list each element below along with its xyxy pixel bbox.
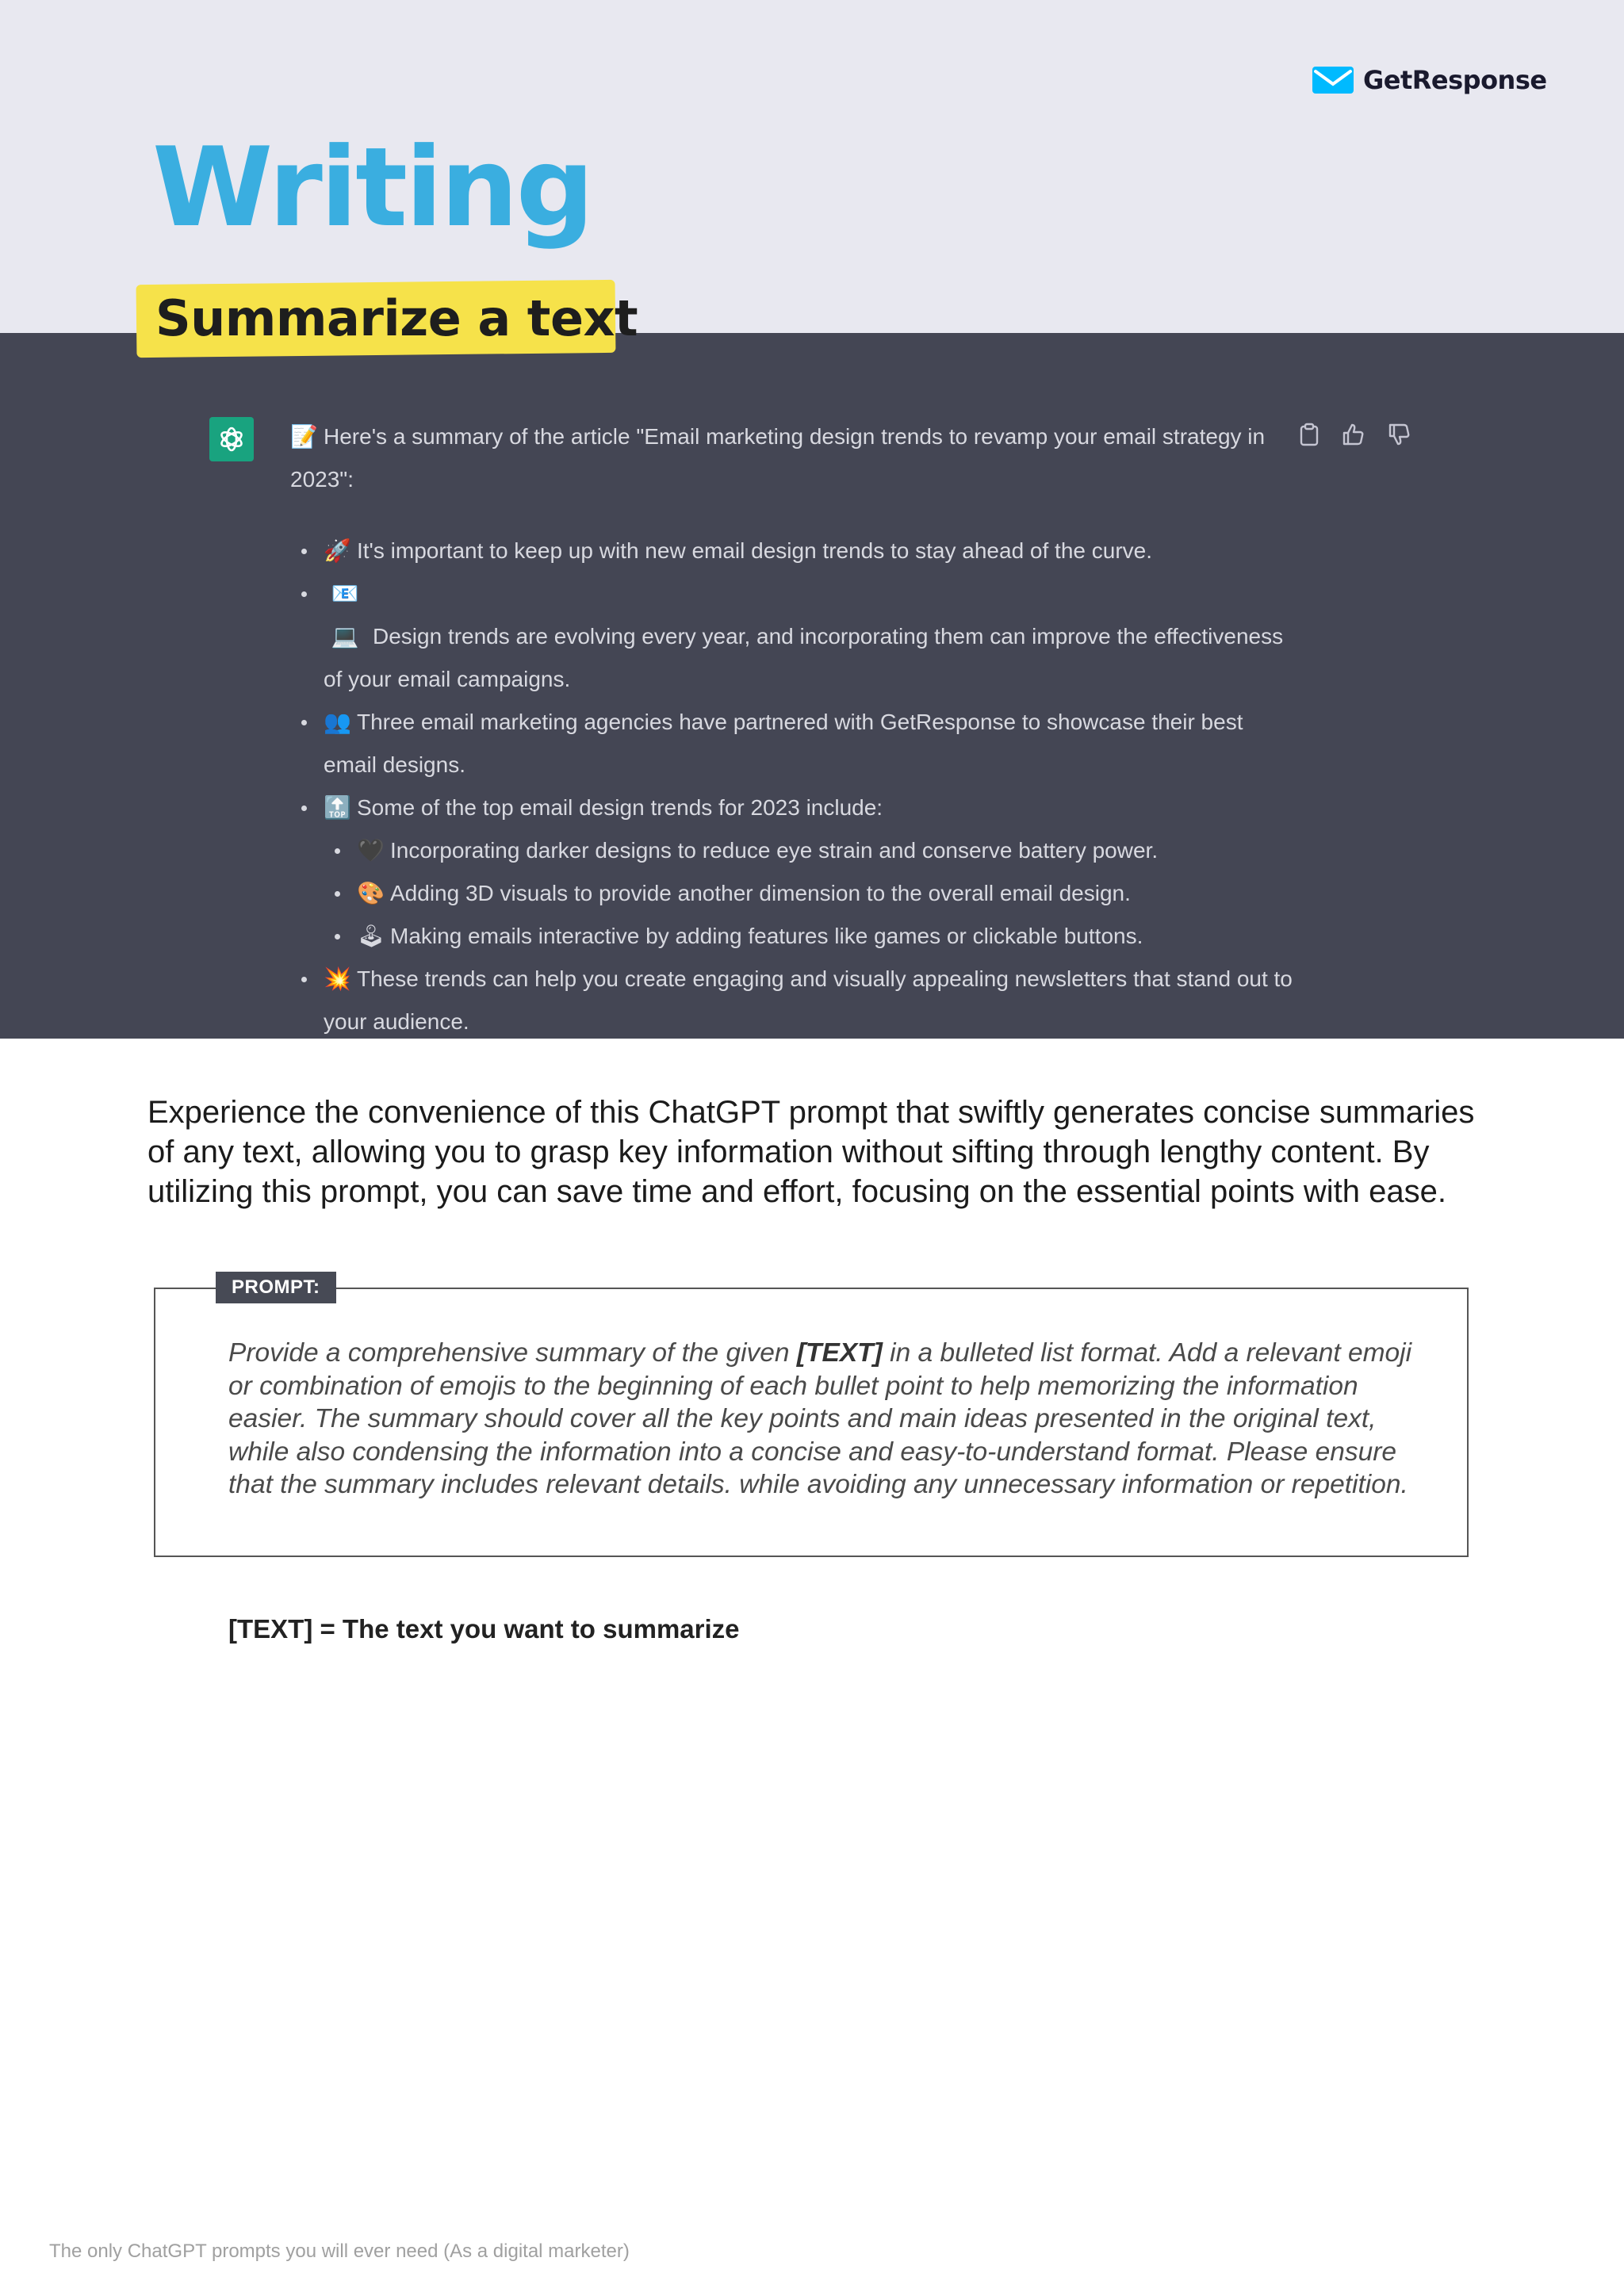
list-item: 🎨 Adding 3D visuals to provide another dimension to the overall email design.	[357, 872, 1297, 915]
thumbs-up-icon[interactable]	[1342, 423, 1365, 450]
list-item: 🚀 It's important to keep up with new email design trends to stay ahead of the curve.	[324, 530, 1297, 572]
memo-emoji: 📝	[290, 424, 318, 449]
thumbs-down-icon[interactable]	[1388, 423, 1411, 450]
page-title: Writing	[152, 124, 592, 251]
list-item: 🖤 Incorporating darker designs to reduce eye strain and conserve battery power.	[357, 829, 1297, 872]
chat-intro: 📝 Here's a summary of the article "Email marketing design trends to revamp your email strategy in 2023":	[290, 415, 1297, 501]
list-item: 🕹 Making emails interactive by adding features like games or clickable buttons.	[357, 915, 1297, 958]
list-item: 🔝 Some of the top email design trends for 2023 include: 🖤 Incorporating darker designs to reduce eye strain and conserve battery power. 🎨 Adding 3D visuals to provide another dimension to the overall email design. 🕹 Making emails interactive by adding features like games or clickable buttons.	[324, 786, 1297, 958]
placeholder-definition: [TEXT] = The text you want to summarize	[228, 1614, 740, 1644]
chatgpt-logo-icon	[209, 417, 254, 461]
list-item: 💥 These trends can help you create engaging and visually appealing newsletters that stand out to your audience.	[324, 958, 1297, 1043]
prompt-text: Provide a comprehensive summary of the given [TEXT] in a bulleted list format. Add a relevant emoji or combination of emojis to the beginning of each bullet point to help memorizing the information easier. The summary should cover all the key points and main ideas presented in the original text, while also condensing the information into a concise and easy-to-understand format. Please ensure that the summary includes relevant details. while avoiding any unnecessary information or repetition.	[228, 1338, 1412, 1499]
page-subtitle: Summarize a text	[155, 289, 638, 347]
trend-sublist	[324, 829, 1297, 958]
description-paragraph: Experience the convenience of this ChatGPT prompt that swiftly generates concise summaries of any text, allowing you to grasp key information without sifting through lengthy content. By utilizing this prompt, you can save time and effort, focusing on the essential points with ease.	[147, 1095, 1475, 1209]
text-placeholder: [TEXT]	[796, 1338, 883, 1368]
list-item: 👥 Three email marketing agencies have partnered with GetResponse to showcase their best email designs.	[324, 701, 1297, 786]
page-footer: The only ChatGPT prompts you will ever need (As a digital marketer)	[49, 2241, 630, 2262]
copy-icon[interactable]	[1299, 423, 1320, 450]
envelope-icon	[1312, 67, 1354, 94]
prompt-label: PROMPT:	[216, 1272, 336, 1303]
message-actions	[1299, 423, 1411, 450]
summary-list	[290, 530, 1297, 1043]
brand-logo	[1312, 65, 1547, 95]
chat-response	[290, 415, 1297, 1043]
brand-name: GetResponse	[1363, 65, 1547, 95]
list-item: 📧💻 Design trends are evolving every year, and incorporating them can improve the effectiveness of your email campaigns.	[324, 572, 1297, 701]
